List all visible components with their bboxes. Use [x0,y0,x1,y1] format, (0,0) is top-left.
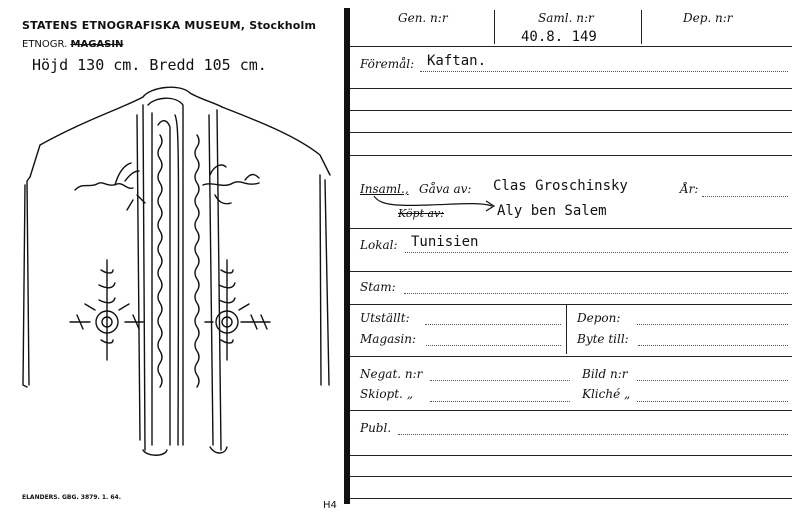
gen-nr-label: Gen. n:r [398,11,448,25]
ar-label: År: [680,182,699,196]
kopt-value: Aly ben Salem [497,203,607,219]
etnogr-prefix: ETNOGR. [22,39,68,50]
byte-dotline [638,345,788,346]
skiopt-dotline [430,401,570,402]
stam-dotline [404,293,788,294]
etnogr-label [22,39,123,50]
lokal-value: Tunisien [411,234,479,250]
kliche-label: Kliché „ [582,387,631,401]
skiopt-label: Skiopt. „ [360,387,413,401]
header-separator-1 [494,10,495,44]
utstallt-label: Utställt: [360,311,410,325]
saml-nr-label: Saml. n:r [538,11,594,25]
publ-label: Publ. [360,421,392,435]
foremal-dotline [420,71,788,72]
rule-6 [350,228,792,229]
rule-11 [350,455,792,456]
byte-label: Byte till: [577,332,629,346]
negat-label: Negat. n:r [360,367,423,381]
foremal-value: Kaftan. [427,53,487,69]
rule-5 [350,155,792,156]
rule-header [350,46,792,47]
bild-dotline [637,380,788,381]
rule-9 [350,356,792,357]
negat-dotline [430,380,570,381]
handwritten-mark: H4 [323,500,337,511]
stam-label: Stam: [360,280,396,294]
location-separator [566,304,567,354]
rule-7 [350,271,792,272]
dimensions-text: Höjd 130 cm. Bredd 105 cm. [32,56,267,74]
bild-label: Bild n:r [582,367,628,381]
ar-dotline [702,196,788,197]
lokal-label: Lokal: [360,238,398,252]
museum-name: STATENS ETNOGRAFISKA MUSEUM, Stockholm [22,19,317,32]
lokal-dotline [405,252,788,253]
header-separator-2 [641,10,642,44]
card-spine [344,8,350,504]
insaml-label: Insaml., [360,182,409,196]
rule-13 [350,498,792,499]
magasin-label: Magasin: [360,332,417,346]
dep-nr-label: Dep. n:r [683,11,733,25]
printer-mark: ELANDERS. GBG. 3879. 1. 64. [22,494,122,501]
rule-8 [350,304,792,305]
etnogr-struck-text: MAGASIN [70,39,124,50]
rule-12 [350,476,792,477]
kaftan-drawing [15,85,335,495]
rule-2 [350,88,792,89]
kliche-dotline [637,401,788,402]
depon-label: Depon: [577,311,621,325]
saml-nr-value: 40.8. 149 [521,29,597,45]
rule-10 [350,410,792,411]
depon-dotline [637,324,788,325]
gava-label: Gåva av: [419,182,472,196]
magasin-dotline [426,345,561,346]
gava-value: Clas Groschinsky [493,178,628,194]
rule-4 [350,132,792,133]
utstallt-dotline [425,324,561,325]
kopt-label: Köpt av: [398,207,444,220]
foremal-label: Föremål: [360,57,415,71]
publ-dotline [398,434,788,435]
rule-3 [350,110,792,111]
